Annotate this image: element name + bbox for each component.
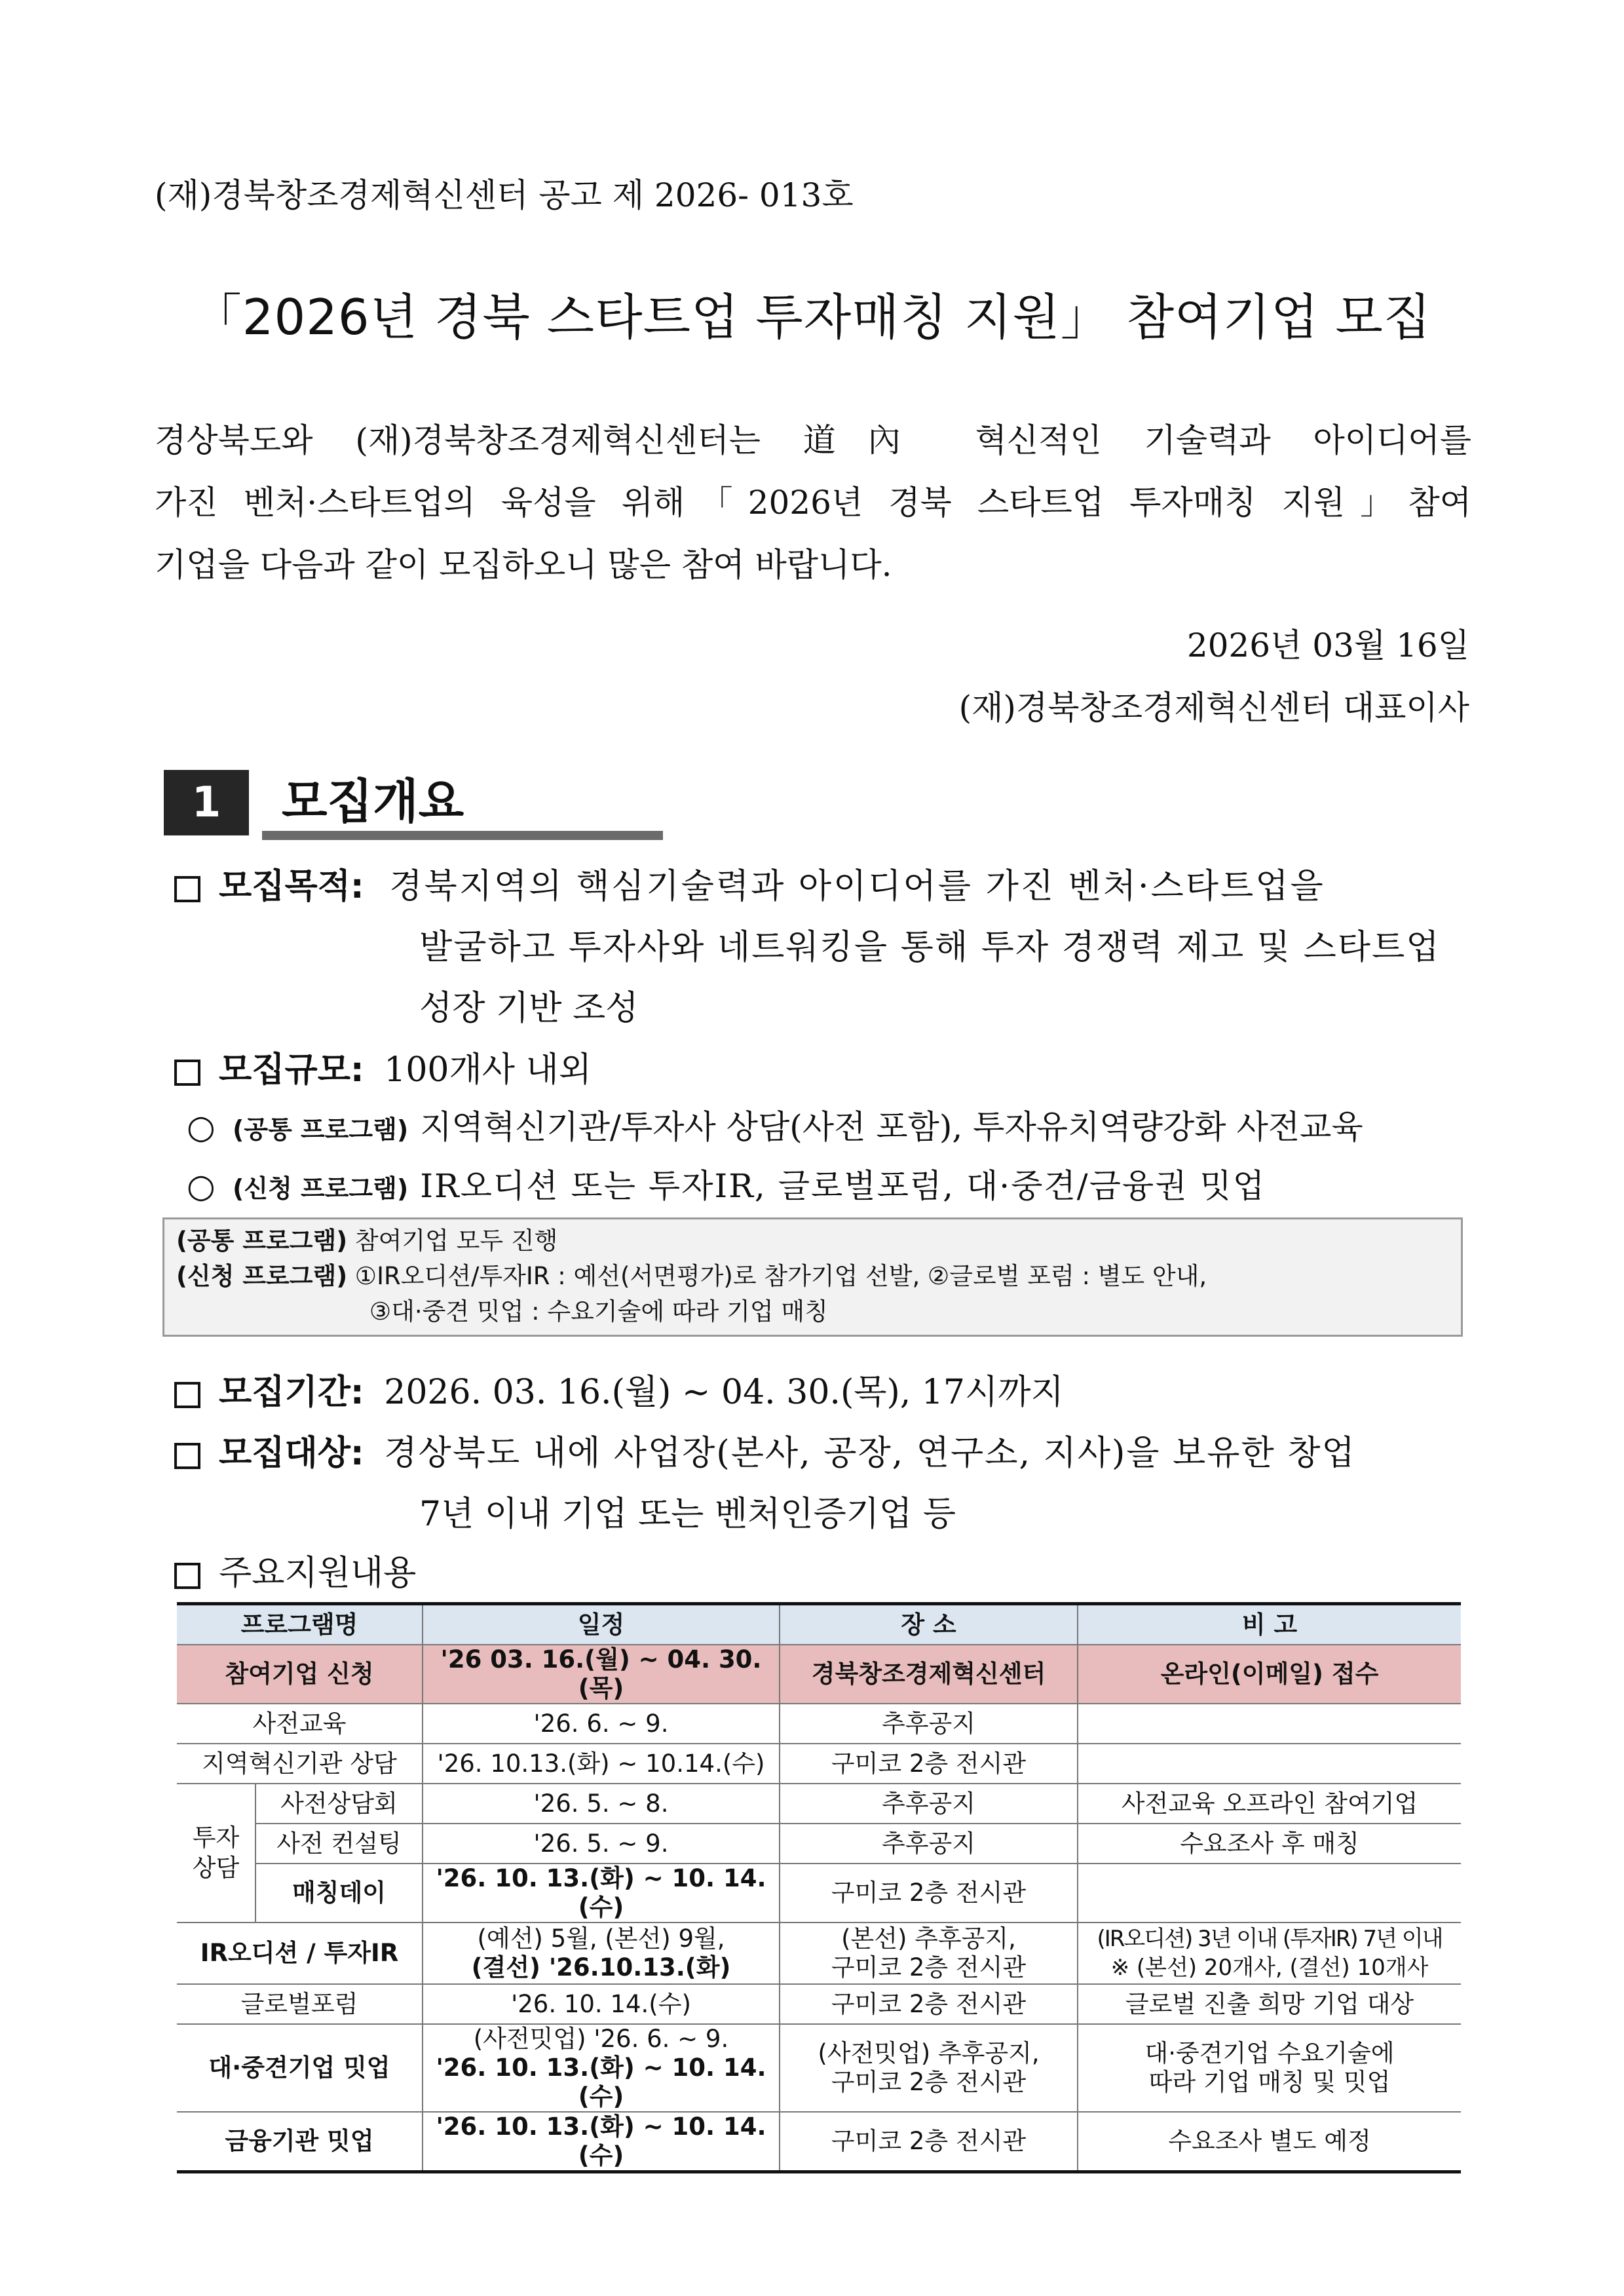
bullet-icon: ○ [187,1167,216,1205]
place-cell: 추후공지 [780,1704,1078,1744]
signer: (재)경북창조경제혁신센터 대표이사 [958,689,1469,727]
intro-paragraph [155,410,1471,596]
table-row [177,1864,1461,1923]
program-cell: 글로벌포럼 [177,1984,423,2024]
note-apply-text: ③대·중견 밋업 : 수요기술에 따라 기업 매칭 [369,1297,828,1326]
common-program-text: 지역혁신기관/투자사 상담(사전 포함), 투자유치역량강화 사전교육 [420,1108,1363,1146]
checkbox-icon [174,876,200,902]
target-line: 경상북도 내에 사업장(본사, 공장, 연구소, 지사)을 보유한 창업 [384,1434,1356,1473]
apply-program-line [187,1160,1266,1207]
schedule-cell: '26. 5. ~ 9. [423,1824,780,1864]
program-cell: 대·중견기업 밋업 [177,2024,423,2112]
program-cell: 사전교육 [177,1704,423,1744]
period-value: 2026. 03. 16.(월) ~ 04. 30.(목), 17시까지 [384,1373,1064,1412]
table-row [177,1984,1461,2024]
program-cell: 사전상담회 [255,1784,423,1824]
intro-line: 경상북도와 (재)경북창조경제혁신센터는 道內 혁신적인 기술력과 아이디어를 [155,421,1471,459]
program-cell: 사전 컨설팅 [255,1824,423,1864]
program-note-box [162,1217,1463,1337]
purpose-line: 성장 기반 조성 [419,989,639,1028]
schedule-line: (예선) 5월, (본선) 9월, [477,1924,725,1953]
note-apply-text: ①IR오디션/투자IR : 예선(서면평가)로 참가기업 선발, ②글로벌 포럼 : 별도 안내, [354,1262,1207,1290]
period-label: 모집기간: [219,1373,364,1412]
note-cell [1078,1864,1461,1923]
apply-program-text: IR오디션 또는 투자IR, 글로벌포럼, 대·중견/금융권 밋업 [420,1167,1266,1205]
note-line: (IR오디션) 3년 이내 (투자IR) 7년 이내 [1097,1926,1443,1952]
schedule-line: '26. 10. 13.(화) ~ 10. 14.(수) [436,2054,766,2111]
schedule-table [177,1602,1461,2173]
schedule-cell: '26. 10. 13.(화) ~ 10. 14.(수) [423,1864,780,1923]
section-underline [262,831,663,840]
purpose-label: 모집목적: [219,867,364,906]
section-title: 모집개요 [282,774,464,829]
table-header-row [177,1604,1461,1645]
place-cell: 추후공지 [780,1824,1078,1864]
place-cell: 구미코 2층 전시관 [780,1864,1078,1923]
note-cell: 사전교육 오프라인 참여기업 [1078,1784,1461,1824]
table-header: 장 소 [780,1604,1078,1645]
period-item [174,1364,1064,1413]
checkbox-icon [174,1563,200,1589]
document-title: 「2026년 경북 스타트업 투자매칭 지원」 참여기업 모집 [192,288,1432,346]
program-cell: 지역혁신기관 상담 [177,1744,423,1784]
table-row [177,2024,1461,2112]
note-cell: 글로벌 진출 희망 기업 대상 [1078,1984,1461,2024]
table-row [177,1704,1461,1744]
table-row [177,1923,1461,1984]
schedule-cell [423,2024,780,2112]
note-cell: 온라인(이메일) 접수 [1078,1645,1461,1704]
note-cell: 수요조사 후 매칭 [1078,1824,1461,1864]
program-cell: IR오디션 / 투자IR [177,1923,423,1984]
program-cell: 참여기업 신청 [177,1645,423,1704]
place-cell: 구미코 2층 전시관 [780,1984,1078,2024]
table-row [177,1784,1461,1824]
table-row [177,1824,1461,1864]
schedule-cell: '26 03. 16.(월) ~ 04. 30.(목) [423,1645,780,1704]
place-line: (본선) 추후공지, [841,1924,1016,1953]
place-cell [780,1923,1078,1984]
note-cell [1078,1744,1461,1784]
place-cell: 경북창조경제혁신센터 [780,1645,1078,1704]
place-line: (사전밋업) 추후공지, [818,2039,1040,2067]
checkbox-icon [174,1382,200,1408]
note-line: ※ (본선) 20개사, (결선) 10개사 [1110,1955,1429,1981]
note-line: 따라 기업 매칭 및 밋업 [1148,2068,1391,2096]
notice-date: 2026년 03월 16일 [1186,626,1469,664]
place-cell: 추후공지 [780,1784,1078,1824]
support-label: 주요지원내용 [219,1554,417,1593]
support-item [174,1545,416,1594]
purpose-line: 발굴하고 투자사와 네트워킹을 통해 투자 경쟁력 제고 및 스타트업 [419,928,1441,967]
purpose-line: 경북지역의 핵심기술력과 아이디어를 가진 벤처·스타트업을 [389,867,1325,906]
note-common-label: (공통 프로그램) [176,1227,348,1255]
schedule-cell: '26. 10. 13.(화) ~ 10. 14.(수) [423,2112,780,2172]
note-apply-label: (신청 프로그램) [176,1262,348,1290]
schedule-cell: '26. 5. ~ 8. [423,1784,780,1824]
target-label: 모집대상: [219,1434,364,1473]
note-common-text: 참여기업 모두 진행 [354,1227,558,1255]
group-cell: 투자상담 [177,1784,255,1923]
note-line: 대·중견기업 수요기술에 [1144,2039,1395,2067]
note-cell: 수요조사 별도 예정 [1078,2112,1461,2172]
program-cell: 매칭데이 [255,1864,423,1923]
table-header: 일정 [423,1604,780,1645]
common-program-tag: (공통 프로그램) [233,1115,409,1144]
schedule-cell: '26. 10. 14.(수) [423,1984,780,2024]
intro-line: 기업을 다음과 같이 모집하오니 많은 참여 바랍니다. [155,546,892,584]
schedule-line: (결선) '26.10.13.(화) [471,1953,731,1981]
checkbox-icon [174,1443,200,1469]
place-cell: 구미코 2층 전시관 [780,2112,1078,2172]
schedule-cell: '26. 10.13.(화) ~ 10.14.(수) [423,1744,780,1784]
schedule-cell [423,1923,780,1984]
checkbox-icon [174,1060,200,1086]
place-line: 구미코 2층 전시관 [831,1953,1027,1981]
intro-line: 가진 벤처·스타트업의 육성을 위해「2026년 경북 스타트업 투자매칭 지원」참여 [155,484,1471,522]
note-cell [1078,1923,1461,1984]
note-cell [1078,1704,1461,1744]
scale-item [174,1042,592,1091]
section-number: 1 [164,770,249,835]
purpose-item [174,858,1325,908]
table-row [177,1744,1461,1784]
scale-label: 모집규모: [219,1050,364,1090]
common-program-line [187,1101,1363,1148]
table-header: 프로그램명 [177,1604,423,1645]
target-item [174,1425,1356,1474]
target-line: 7년 이내 기업 또는 벤처인증기업 등 [419,1495,956,1534]
notice-number: (재)경북창조경제혁신센터 공고 제 2026- 013호 [155,176,854,214]
schedule-cell: '26. 6. ~ 9. [423,1704,780,1744]
place-cell: 구미코 2층 전시관 [780,1744,1078,1784]
scale-value: 100개사 내외 [384,1050,592,1090]
table-row [177,1645,1461,1704]
note-cell [1078,2024,1461,2112]
apply-program-tag: (신청 프로그램) [233,1174,409,1203]
place-cell [780,2024,1078,2112]
table-row [177,2112,1461,2172]
table-header: 비 고 [1078,1604,1461,1645]
bullet-icon: ○ [187,1108,216,1146]
program-cell: 금융기관 밋업 [177,2112,423,2172]
place-line: 구미코 2층 전시관 [831,2068,1027,2096]
schedule-line: (사전밋업) '26. 6. ~ 9. [473,2025,729,2053]
